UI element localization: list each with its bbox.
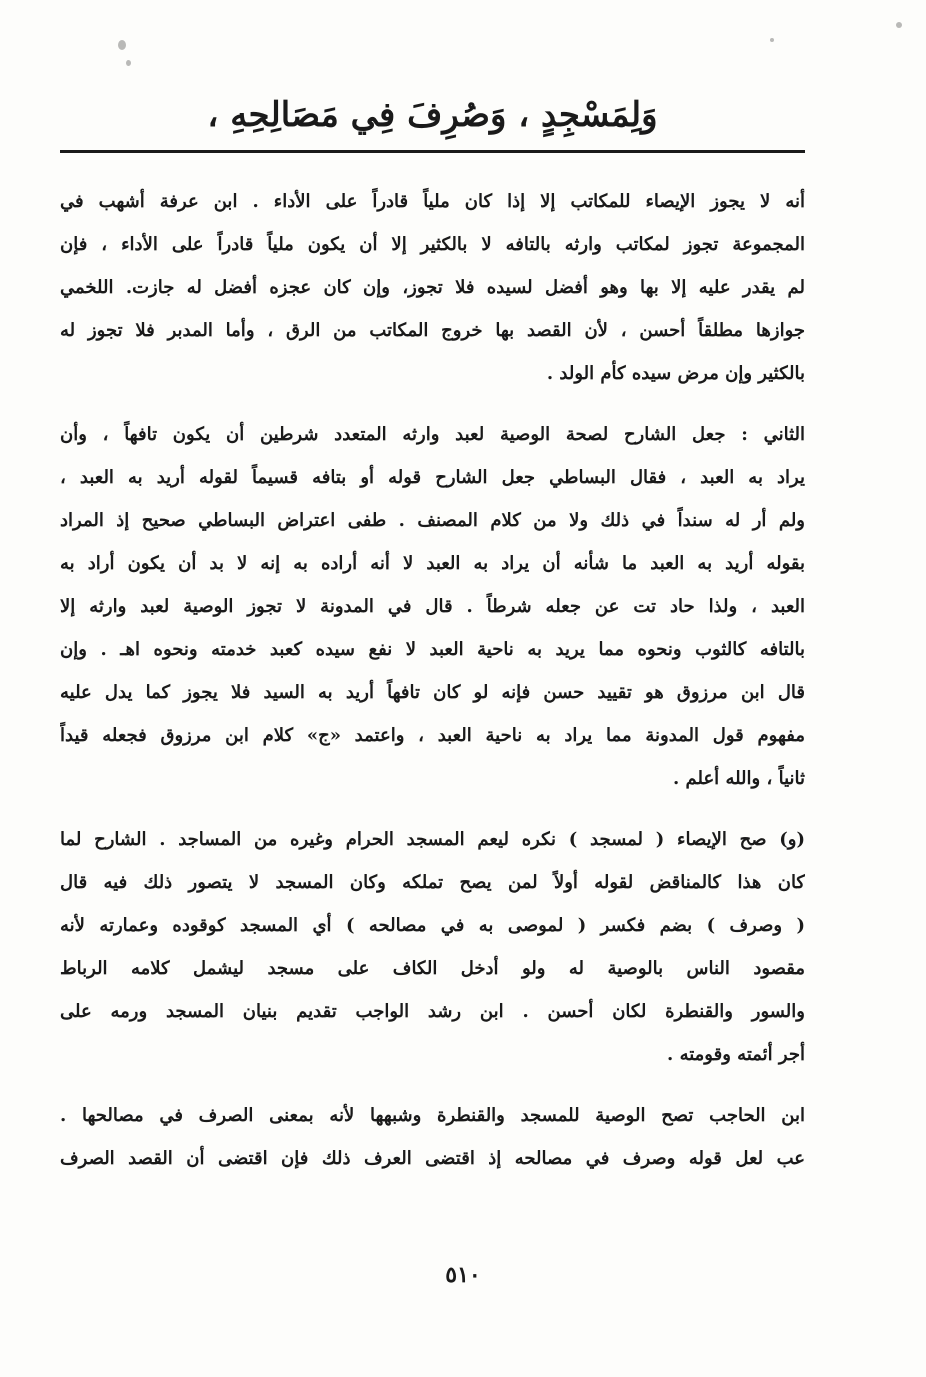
page-header [60, 80, 805, 150]
text-line: ثانياً ، والله أعلم . [672, 768, 805, 789]
text-line: أنه لا يجوز الإيصاء للمكاتب إلا إذا كان ملياً قادراً على الأداء . ابن عرفة أشهب في [60, 191, 805, 212]
text-line: جوازها مطلقاً أحسن ، لأن القصد بها خروج المكاتب من الرق ، وأما المدبر فلا تجوز له [60, 320, 805, 341]
text-line: بقوله أريد به العبد ما شأنه أن يراد به العبد لا أنه أراده به إنه لا بد أن يكون أراد به [60, 553, 805, 574]
text-line: بالتافه كالثوب ونحوه مما يريد به ناحية العبد لا نفع سيده كعبد خدمته ونحوه اهـ . وإن [60, 639, 805, 660]
paragraph [60, 180, 805, 395]
text-line: والسور والقنطرة لكان أحسن . ابن رشد الواجب تقديم بنيان المسجد ورمه على [60, 1001, 805, 1022]
paragraph [60, 1094, 805, 1180]
text-line: كان هذا كالمناقض لقوله أولاً لمن يصح تملكه وكان المسجد لا يتصور ذلك فيه قال [60, 872, 805, 893]
header-title: وَلِمَسْجِدٍ ، وَصُرِفَ فِي مَصَالِحِهِ ، [207, 95, 658, 135]
paragraph [60, 413, 805, 800]
text-line: العبد ، ولذا حاد تت عن جعله شرطاً . قال في المدونة لا تجوز الوصية لعبد وارثه إلا [60, 596, 805, 617]
page-number: ٥١٠ [445, 1262, 481, 1288]
text-line: الثاني : جعل الشارح لصحة الوصية لعبد وارثه المتعدد شرطين أن يكون تافهاً ، وأن [60, 424, 805, 445]
text-line: أجر أئمته وقومته . [667, 1044, 805, 1065]
scan-speck [896, 22, 902, 28]
text-line: المجموعة تجوز لمكاتب وارثه بالتافه لا بالكثير إلا أن يكون ملياً قادراً على الأداء ، فإن [60, 234, 805, 255]
scan-speck [118, 40, 126, 50]
text-line: ( وصرف ) بضم فكسر ( لموصى به في مصالحه ) أي المسجد كوقوده وعمارته لأنه [60, 915, 805, 936]
text-line: عب لعل قوله وصرف في مصالحه إذ اقتضى العرف ذلك فإن اقتضى أن القصد الصرف [60, 1148, 805, 1169]
text-line: بالكثير وإن مرض سيده كأم الولد . [546, 363, 805, 384]
scan-speck [126, 60, 131, 66]
text-line: مفهوم قول المدونة مما يراد به ناحية العبد ، واعتمد «ج» كلام ابن مرزوق فجعله قيداً [60, 725, 805, 746]
text-line: يراد به العبد ، فقال البساطي جعل الشارح قوله أو بتافه قسيماً لقوله أريد به العبد ، [60, 467, 805, 488]
text-line: قال ابن مرزوق هو تقييد حسن فإنه لو كان تافهاً أريد به السيد فلا يجوز كما يدل عليه [60, 682, 805, 703]
scan-speck [770, 38, 774, 42]
text-line: مقصود الناس بالوصية له ولو أدخل الكاف على مسجد ليشمل كلامه الرباط [60, 958, 805, 979]
text-line: ولم أر له سنداً في ذلك ولا من كلام المصنف . طفى اعتراض البساطي صحيح إذ المراد [60, 510, 805, 531]
paragraph [60, 818, 805, 1076]
header-rule [60, 150, 805, 153]
text-line: (و) صح الإيصاء ( لمسجد ) نكره ليعم المسجد الحرام وغيره من المساجد . الشارح لما [60, 829, 805, 850]
text-line: ابن الحاجب تصح الوصية للمسجد والقنطرة وشبهها لأنه بمعنى الصرف في مصالحها . [60, 1105, 805, 1126]
text-line: لم يقدر عليه إلا بها وهو أفضل لسيده فلا تجوز، وإن كان عجزه أفضل له جازت. اللخمي [60, 277, 805, 298]
page-body [60, 180, 805, 1198]
